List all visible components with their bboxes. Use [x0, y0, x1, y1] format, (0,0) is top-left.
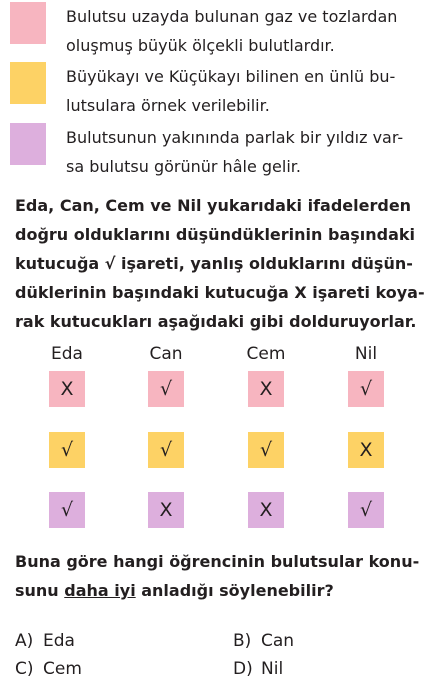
option-c-letter: C) [15, 659, 34, 679]
answer-box-can-3: X [148, 492, 184, 528]
option-b-text: Can [261, 631, 295, 651]
student-name-eda: Eda [51, 344, 83, 364]
option-d-text: Nil [261, 659, 284, 679]
option-d[interactable] [233, 659, 283, 679]
statement-2-color-box [10, 62, 46, 104]
answer-box-nil-3: √ [348, 492, 384, 528]
answer-box-eda-1: X [49, 371, 85, 407]
option-b-letter: B) [233, 631, 252, 651]
statement-1-color-box [10, 2, 46, 44]
question-line: düklerinin başındaki kutucuğa X işareti koya- [15, 283, 425, 302]
student-name-cem: Cem [246, 344, 286, 364]
answer-box-cem-2: √ [248, 432, 284, 468]
final-question [15, 547, 431, 605]
option-a-letter: A) [15, 631, 34, 651]
answer-box-can-1: √ [148, 371, 184, 407]
answer-box-can-2: √ [148, 432, 184, 468]
option-c-text: Cem [43, 659, 82, 679]
question-line: rak kutucukları aşağıdaki gibi dolduruyorlar. [15, 312, 417, 331]
answer-box-cem-3: X [248, 492, 284, 528]
underlined-phrase: daha iyi [64, 581, 136, 600]
statement-2-text [66, 62, 432, 120]
option-a[interactable] [15, 631, 75, 651]
statement-2-line-1: Büyükayı ve Küçükayı bilinen en ünlü bu- [66, 67, 396, 86]
question-line: kutucuğa √ işareti, yanlış olduklarını düşün- [15, 254, 413, 273]
answer-box-eda-2: √ [49, 432, 85, 468]
student-name-can: Can [149, 344, 183, 364]
statement-1-line-2: oluşmuş büyük ölçekli bulutlardır. [66, 36, 335, 55]
option-d-letter: D) [233, 659, 253, 679]
final-question-text: anladığı söylenebilir? [135, 581, 334, 600]
statement-2-line-2: lutsulara örnek verilebilir. [66, 96, 270, 115]
option-b[interactable] [233, 631, 294, 651]
final-question-text: sunu [15, 581, 65, 600]
statement-3-line-1: Bulutsunun yakınında parlak bir yıldız var- [66, 128, 404, 147]
statement-1-text [66, 2, 432, 60]
option-a-text: Eda [43, 631, 75, 651]
answer-box-eda-3: √ [49, 492, 85, 528]
final-question-line-2 [15, 576, 431, 605]
question-line: doğru olduklarını düşündüklerinin başındaki [15, 225, 416, 244]
answer-box-cem-1: X [248, 371, 284, 407]
question-text [15, 191, 431, 336]
statement-1-line-1: Bulutsu uzayda bulunan gaz ve tozlardan [66, 7, 398, 26]
option-c[interactable] [15, 659, 82, 679]
student-names-row [0, 344, 444, 370]
statement-3-color-box [10, 123, 46, 165]
student-name-nil: Nil [354, 344, 378, 364]
statement-3-line-2: sa bulutsu görünür hâle gelir. [66, 157, 301, 176]
answer-box-nil-2: X [348, 432, 384, 468]
statement-3-text [66, 123, 432, 181]
final-question-line-1: Buna göre hangi öğrencinin bulutsular konu- [15, 552, 420, 571]
answer-box-nil-1: √ [348, 371, 384, 407]
question-line: Eda, Can, Cem ve Nil yukarıdaki ifadelerden [15, 196, 412, 215]
